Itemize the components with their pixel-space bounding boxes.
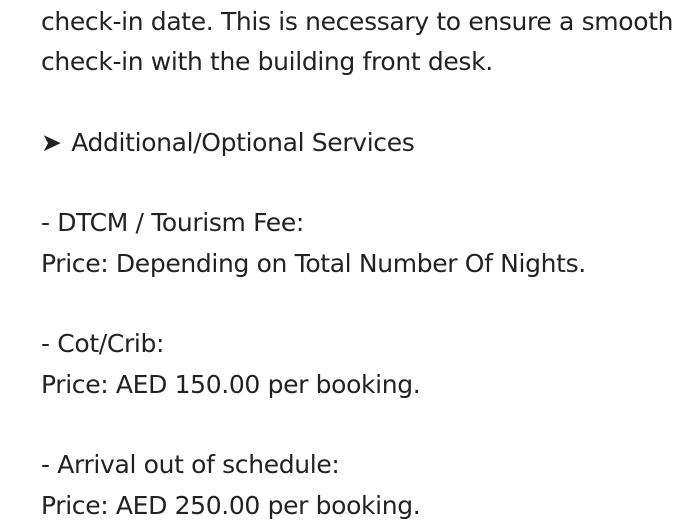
section-heading-text: Additional/Optional Services xyxy=(63,127,415,157)
section-heading xyxy=(41,123,700,163)
blank-line xyxy=(41,284,700,324)
service-price: Price: AED 250.00 per booking. xyxy=(41,490,421,520)
blank-line xyxy=(41,83,700,123)
description-line: check-in with the building front desk. xyxy=(41,47,493,77)
service-name: - Cot/Crib: xyxy=(41,329,165,359)
description-line: check-in date. This is necessary to ensure a smooth xyxy=(41,7,674,36)
blank-line xyxy=(41,163,700,203)
service-price: Price: AED 150.00 per booking. xyxy=(41,369,421,399)
listing-description xyxy=(41,2,700,526)
service-name: - Arrival out of schedule: xyxy=(41,450,340,480)
arrow-icon: ➤ xyxy=(41,127,62,157)
service-price: Price: Depending on Total Number Of Nights. xyxy=(41,248,586,278)
blank-line xyxy=(41,405,700,445)
service-name: - DTCM / Tourism Fee: xyxy=(41,208,304,238)
